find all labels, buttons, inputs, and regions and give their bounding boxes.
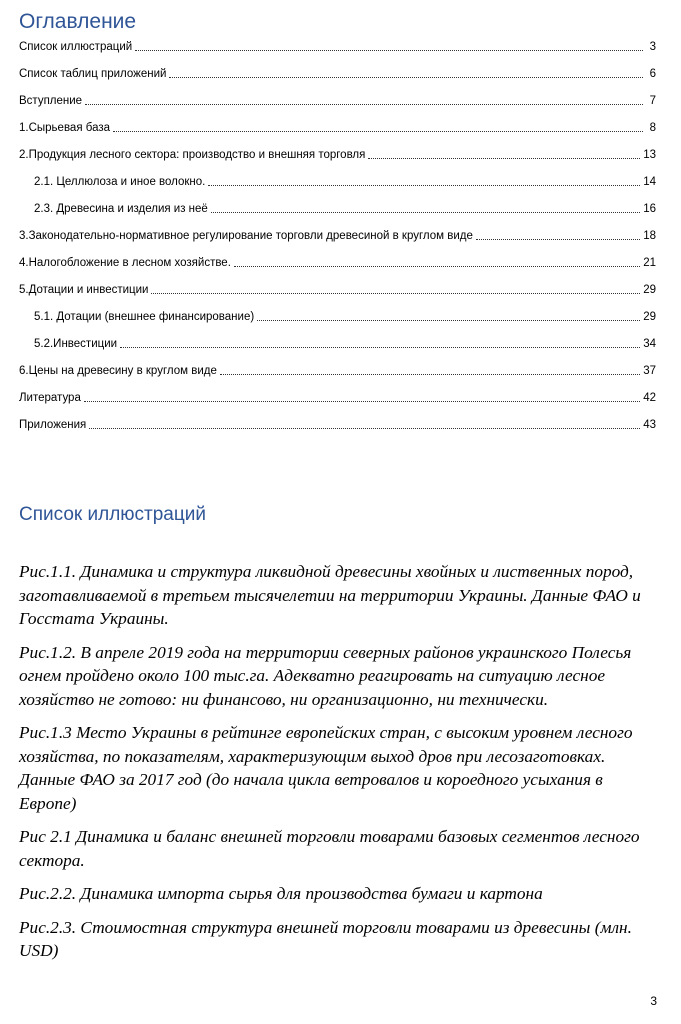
toc-entry[interactable] [34, 171, 656, 189]
toc-entry-label: 5.Дотации и инвестиции [19, 284, 149, 296]
toc-leader-dots [135, 50, 643, 51]
toc-entry-page: 13 [643, 149, 656, 161]
toc-entry-page: 6 [649, 68, 656, 80]
toc-entry-label: Список таблиц приложений [19, 68, 167, 80]
toc-leader-dots [151, 293, 640, 294]
toc-entry-label: 5.2.Инвестиции [34, 338, 118, 350]
toc-leader-dots [169, 77, 643, 78]
toc-entry-page: 16 [643, 203, 656, 215]
toc-leader-dots [85, 104, 643, 105]
toc-leader-dots [257, 320, 640, 321]
toc-leader-dots [220, 374, 640, 375]
figure-caption: Рис.2.2. Динамика импорта сырья для производства бумаги и картона [19, 884, 543, 903]
figure-caption: Рис 2.1 Динамика и баланс внешней торговли товарами базовых сегментов лесного сектора. [19, 827, 640, 870]
toc-entry[interactable] [19, 252, 656, 270]
toc-leader-dots [234, 266, 640, 267]
toc-entry[interactable] [19, 387, 656, 405]
toc-entry-label: Приложения [19, 419, 87, 431]
figures-heading: Список иллюстраций [19, 504, 206, 525]
toc-entry[interactable] [19, 414, 656, 432]
toc-entry[interactable] [34, 333, 656, 351]
toc-entry-page: 29 [643, 284, 656, 296]
toc-entry[interactable] [19, 90, 656, 108]
toc-entry-page: 7 [649, 95, 656, 107]
figure-caption: Рис.1.1. Динамика и структура ликвидной древесины хвойных и лиственных пород, заготавливаемой в третьем тысячелетии на территории Украины. Данные ФАО и Госстата Украины. [19, 562, 641, 628]
toc-leader-dots [84, 401, 640, 402]
toc-entry-page: 14 [643, 176, 656, 188]
page-number: 3 [650, 994, 657, 1008]
toc-entry[interactable] [19, 279, 656, 297]
toc-entry-page: 29 [643, 311, 656, 323]
toc-leader-dots [211, 212, 640, 213]
toc-entry-label: 5.1. Дотации (внешнее финансирование) [34, 311, 255, 323]
toc-entry-label: 4.Налогобложение в лесном хозяйстве. [19, 257, 231, 269]
toc-leader-dots [89, 428, 640, 429]
toc-leader-dots [113, 131, 643, 132]
toc-leader-dots [368, 158, 640, 159]
toc-leader-dots [120, 347, 640, 348]
figure-caption: Рис.1.2. В апреле 2019 года на территории северных районов украинского Полесья огнем пройдено около 100 тыс.га. Адекватно реагировать на ситуацию лесное хозяйство не готово: ни финансово, ни организационно, ни технически. [19, 642, 632, 709]
toc-entry-label: 2.1. Целлюлоза и иное волокно. [34, 176, 206, 188]
toc-entry-label: 6.Цены на древесину в круглом виде [19, 365, 217, 377]
toc-entry[interactable] [19, 360, 656, 378]
toc-leader-dots [208, 185, 640, 186]
toc-entry-page: 8 [649, 122, 656, 134]
toc-entry[interactable] [19, 144, 656, 162]
toc-entry[interactable] [19, 117, 656, 135]
toc-entry[interactable] [34, 198, 656, 216]
toc-entry-label: Литература [19, 392, 81, 404]
toc-entry[interactable] [19, 36, 656, 54]
toc-entry[interactable] [19, 225, 656, 243]
toc-entry-page: 42 [643, 392, 656, 404]
toc-entry-label: Вступление [19, 95, 83, 107]
toc-entry-label: Список иллюстраций [19, 41, 133, 53]
figure-caption: Рис.1.3 Место Украины в рейтинге европейских стран, с высоким уровнем лесного хозяйства, по показателям, характеризующим выход дров при лесозаготовках. Данные ФАО за 2017 год (до начала цикла ветровалов и короедного усыхания в Европе) [19, 723, 633, 813]
toc-entry-label: 1.Сырьевая база [19, 122, 111, 134]
toc-entry-label: 2.Продукция лесного сектора: производство и внешняя торговля [19, 149, 366, 161]
toc-entry-page: 18 [643, 230, 656, 242]
toc-entry-label: 3.Законодательно-нормативное регулирование торговли древесиной в круглом виде [19, 230, 473, 242]
figure-caption: Рис.2.3. Стоимостная структура внешней торговли товарами из древесины (млн. USD) [19, 917, 632, 960]
toc-entry-page: 43 [643, 419, 656, 431]
toc-entry-label: 2.3. Древесина и изделия из неё [34, 203, 208, 215]
toc-leader-dots [476, 239, 640, 240]
toc-entry-page: 34 [643, 338, 656, 350]
toc-heading: Оглавление [19, 10, 137, 33]
toc-entry[interactable] [34, 306, 656, 324]
figures-list [19, 560, 651, 973]
toc-entry[interactable] [19, 63, 656, 81]
toc-entry-page: 37 [643, 365, 656, 377]
toc-entry-page: 21 [643, 257, 656, 269]
toc-entry-page: 3 [649, 41, 656, 53]
